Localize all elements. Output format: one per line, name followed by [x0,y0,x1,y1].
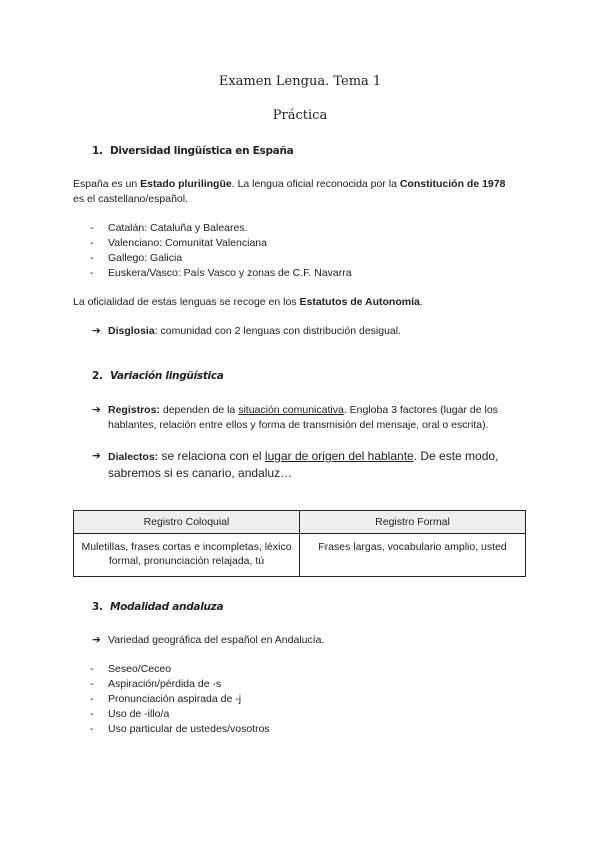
list-item: - Uso particular de ustedes/vosotros [92,722,270,737]
arrow-item-registros [92,403,532,433]
section-1-paragraph-2 [73,295,533,310]
list-item: - Pronunciación aspirada de -j [92,692,270,707]
section-title: Variación lingüística [110,370,224,382]
list-item: - Euskera/Vasco: País Vasco y zonas de C.F. Navarra [92,266,352,281]
section-1-heading [92,145,293,157]
list-item: - Seseo/Ceceo [92,662,270,677]
table-header-row [74,511,526,534]
bold-term: Constitución de 1978 [399,178,506,190]
section-title: Modalidad andaluza [110,601,224,613]
arrow-icon: ➔ [92,450,101,462]
list-item: - Uso de -illo/a [92,707,270,722]
section-1-paragraph-1 [73,177,513,207]
bold-term: Disglosia [108,325,155,337]
list-item: - Gallego: Galicia [92,251,352,266]
arrow-item-variedad [92,633,532,648]
table-header-cell: Registro Formal [300,511,526,534]
table-row [74,534,526,577]
section-number: 3. [92,601,103,613]
bold-term: Estatutos de Autonomía [299,296,420,308]
text-run: . Engloba 3 factores (lugar de los hablantes, relación entre ellos y forma de transmisión del mensaje, oral o escrita). [108,404,498,431]
registers-table [73,510,526,577]
document-subtitle: Práctica [272,108,328,123]
table-cell: Frases largas, vocabulario amplio, usted [300,534,526,577]
arrow-item-disglosia [92,324,532,339]
section-2-heading [92,370,224,382]
arrow-icon: ➔ [92,634,101,646]
text-run: España es un [73,178,141,190]
section-number: 1. [92,145,103,157]
text-run: . La lengua oficial reconocida por la [231,178,400,190]
underlined-term: situación comunicativa [238,404,344,416]
text-run: se relaciona con el [158,449,265,463]
text-run: . De este modo, sabremos si es canario, andaluz… [108,449,499,480]
table-header-cell: Registro Coloquial [74,511,300,534]
underlined-term: lugar de origen del hablante [264,449,414,463]
list-item: - Valenciano: Comunitat Valenciana [92,236,352,251]
text-run: es el castellano/español. [73,193,188,205]
arrow-item-dialectos [92,448,532,481]
text-run: La oficialidad de estas lenguas se recoge en los [73,296,300,308]
bold-term: Registros: [108,404,160,416]
document-title: Examen Lengua. Tema 1 [218,74,382,89]
table-cell: Muletillas, frases cortas e incompletas, léxico formal, pronunciación relajada, tú [74,534,300,577]
bold-term: Dialectos: [108,451,159,463]
bold-term: Estado plurilingüe [140,178,232,190]
languages-list [92,221,352,281]
text-run: Variedad geográfica del español en Andalucía. [108,634,325,646]
section-3-heading [92,601,223,613]
list-item: - Catalán: Cataluña y Baleares. [92,221,352,236]
list-item: - Aspiración/pérdida de -s [92,677,270,692]
arrow-icon: ➔ [92,404,101,416]
section-title: Diversidad lingüística en España [110,145,294,157]
andalusian-features-list [92,662,270,737]
text-run: : comunidad con 2 lenguas con distribución desigual. [154,325,402,337]
arrow-icon: ➔ [92,325,101,337]
text-run: . [419,296,423,308]
text-run: dependen de la [159,404,239,416]
section-number: 2. [92,370,103,382]
